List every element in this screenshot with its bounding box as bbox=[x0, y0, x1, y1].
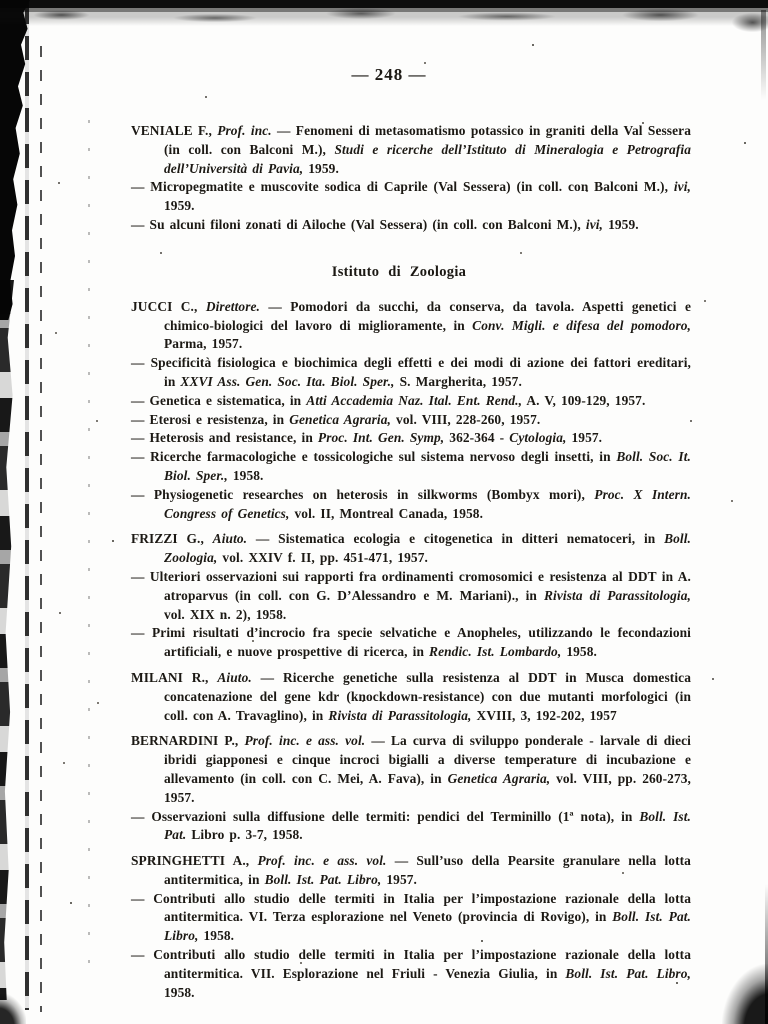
bibliography-entry bbox=[131, 448, 691, 486]
bibliography-entry bbox=[131, 852, 691, 890]
entry-segment: — Contributi allo studio delle termiti in Italia per l’impostazione razionale della lotta antitermitica. VII. Esplorazione nel Friuli - Venezia Giulia, in bbox=[131, 947, 691, 981]
entry-segment: 1957. bbox=[566, 430, 603, 446]
bibliography-sections bbox=[131, 122, 691, 1002]
entry-segment: 1959. bbox=[164, 198, 195, 214]
entry-segment-italic: XXVI Ass. Gen. Soc. Ita. Biol. Sper., bbox=[180, 373, 395, 389]
bibliography-entry bbox=[131, 624, 691, 662]
entry-segment: 362-364 - bbox=[444, 430, 510, 446]
entry-segment-italic: Atti Accademia Naz. Ital. Ent. Rend., bbox=[306, 392, 523, 408]
entry-segment: — Specificità fisiologica e biochimica degli effetti e dei modi di azione dei fattori ereditari, in bbox=[131, 355, 691, 389]
section-heading: Istituto di Zoologia bbox=[331, 263, 467, 280]
entry-segment-italic: Rendic. Ist. Lombardo, bbox=[429, 644, 562, 660]
bibliography-entry bbox=[131, 486, 691, 524]
entry-segment: 1958. bbox=[198, 928, 235, 944]
entry-segment: S. Margherita, 1957. bbox=[394, 373, 522, 389]
entry-segment-italic: Genetica Agraria, bbox=[447, 770, 551, 786]
entry-segment-italic: Prof. inc. bbox=[217, 123, 272, 138]
entry-segment: SPRINGHETTI A., bbox=[131, 853, 258, 869]
entry-segment-italic: Genetica Agraria, bbox=[289, 411, 391, 427]
entry-segment: vol. XIX n. 2), 1958. bbox=[164, 606, 287, 622]
bibliography-entry bbox=[131, 890, 691, 946]
entry-segment: — Physiogenetic researches on heterosis in silkworms (Bombyx mori), bbox=[131, 486, 595, 502]
entry-segment: 1959. bbox=[603, 216, 639, 232]
entry-segment: — Ulteriori osservazioni sui rapporti fra ordinamenti cromosomici e resistenza al DDT in A. atroparvus (in coll. con G. D’Alessandro e M. Mariani)., in bbox=[131, 568, 691, 603]
entry-segment: — Osservazioni sulla diffusione delle termiti: pendici del Terminillo (1ª nota), in bbox=[131, 808, 640, 824]
bibliography-entry bbox=[131, 530, 691, 568]
entry-segment-italic: ivi, bbox=[585, 216, 604, 232]
bibliography-entry bbox=[131, 178, 691, 216]
entry-segment: — Micropegmatite e muscovite sodica di Caprile (Val Sessera) (in coll. con Balconi M.), bbox=[131, 179, 674, 195]
binding-crease-line bbox=[25, 0, 29, 1010]
entry-segment-italic: ivi, bbox=[673, 179, 691, 195]
entry-segment: FRIZZI G., bbox=[131, 531, 213, 547]
entry-segment: — Eterosi e resistenza, in bbox=[131, 411, 290, 427]
entry-segment: VENIALE F., bbox=[131, 123, 218, 138]
entry-segment: vol. VIII, 228-260, 1957. bbox=[390, 411, 541, 427]
entry-segment: — Pomodori da succhi, da conserva, da tavola. Aspetti genetici e chimico-biologici del lavoro di miglioramente, in bbox=[164, 298, 691, 333]
entry-segment: JUCCI C., bbox=[131, 298, 206, 314]
entry-segment: Libro p. 3-7, 1958. bbox=[186, 827, 303, 843]
entry-segment: 1958. bbox=[164, 984, 195, 1000]
bibliography-entry bbox=[131, 122, 691, 178]
bibliography-section bbox=[131, 122, 691, 235]
bibliography-entry bbox=[131, 669, 691, 725]
entry-segment: A. V, 109-129, 1957. bbox=[522, 392, 646, 408]
bibliography-entry bbox=[131, 732, 691, 807]
entry-segment-italic: Rivista di Parassitologia, bbox=[544, 587, 691, 603]
entry-segment: vol. XXIV f. II, pp. 451-471, 1957. bbox=[217, 550, 428, 566]
binding-crease-line-2 bbox=[40, 46, 42, 1012]
entry-segment-italic: Boll. Ist. Pat. Libro, bbox=[164, 909, 692, 944]
entry-segment-italic: Boll. Soc. It. Biol. Sper., bbox=[164, 449, 691, 483]
bibliography-entry bbox=[131, 354, 691, 392]
entry-segment-italic: Boll. Zoologia, bbox=[164, 531, 692, 566]
author-entry-group bbox=[131, 530, 691, 662]
entry-segment: BERNARDINI P., bbox=[131, 733, 245, 749]
entry-segment: — La curva di sviluppo ponderale - larvale di dieci ibridi giapponesi e cinque incroci bigialli a diverse temperature di incubazione e allevamento (in coll. con C. Mei, A. Fava), in bbox=[164, 733, 691, 786]
page-number: — 248 — bbox=[351, 65, 427, 84]
bibliography-entry bbox=[131, 411, 691, 430]
entry-segment: — Sistematica ecologia e citogenetica in ditteri nematoceri, in bbox=[247, 531, 665, 547]
entry-segment-italic: Boll. Ist. Pat. bbox=[164, 808, 691, 843]
entry-segment: — Contributi allo studio delle termiti in Italia per l’impostazione razionale della lotta antitermitica. VI. Terza esplorazione nel Veneto (provincia di Rovigo), in bbox=[131, 890, 691, 925]
entry-segment-italic: Boll. Ist. Pat. Libro, bbox=[264, 871, 382, 887]
bibliography-entry bbox=[131, 392, 691, 411]
entry-segment: 1958. bbox=[561, 644, 597, 660]
author-entry-group bbox=[131, 852, 691, 1002]
entry-segment-italic: Rivista di Parassitologia, bbox=[328, 707, 472, 723]
bibliography-entry bbox=[131, 946, 691, 1002]
entry-segment-italic: Proc. Int. Gen. Symp, bbox=[317, 430, 445, 446]
scan-noise-top bbox=[0, 6, 768, 36]
entry-segment-italic: Prof. inc. e ass. vol. bbox=[244, 733, 366, 749]
entry-segment: XVIII, 3, 192-202, 1957 bbox=[471, 707, 617, 723]
bibliography-section bbox=[131, 263, 691, 1003]
entry-segment: — Ricerche farmacologiche e tossicologiche sul sistema nervoso degli insetti, in bbox=[131, 449, 617, 465]
entry-segment: 1958. bbox=[227, 467, 264, 483]
entry-segment: — Sull’uso della Pearsite granulare nella lotta antitermitica, in bbox=[164, 853, 691, 887]
author-entry-group bbox=[131, 122, 691, 235]
entry-segment: Parma, 1957. bbox=[164, 336, 243, 352]
bibliography-entry bbox=[131, 216, 691, 235]
author-entry-group bbox=[131, 298, 691, 524]
entry-segment: vol. VIII, pp. 260-273, 1957. bbox=[164, 770, 691, 805]
bibliography-entry bbox=[131, 568, 691, 624]
scan-corner-bottom-left bbox=[0, 994, 26, 1024]
entry-segment-italic: Proc. X Intern. Congress of Genetics, bbox=[164, 486, 691, 521]
scan-streak-top-right bbox=[761, 10, 766, 100]
bibliography-entry bbox=[131, 429, 691, 448]
entry-segment-italic: Prof. inc. e ass. vol. bbox=[257, 853, 387, 869]
author-entry-group bbox=[131, 732, 691, 845]
entry-segment: — Su alcuni filoni zonati di Ailoche (Val Sessera) (in coll. con Balconi M.), bbox=[131, 216, 586, 232]
entry-segment: — Ricerche genetiche sulla resistenza al DDT in Musca domestica concatenazione del gene kdr (knockdown-resistance) con due mutanti morfologici (in coll. con A. Travaglino), in bbox=[164, 669, 692, 723]
entry-segment: — Fenomeni di metasomatismo potassico in graniti della Val Sessera (in coll. con Balconi M.), bbox=[164, 123, 691, 157]
entry-segment-italic: Cytologia, bbox=[509, 430, 567, 446]
entry-segment: — Genetica e sistematica, in bbox=[131, 392, 307, 408]
entry-segment: 1959. bbox=[303, 160, 339, 176]
entry-segment-italic: Direttore. bbox=[205, 298, 260, 314]
entry-segment: vol. II, Montreal Canada, 1958. bbox=[289, 505, 484, 521]
entry-segment-italic: Conv. Migli. e difesa del pomodoro, bbox=[472, 317, 691, 333]
entry-segment-italic: Studi e ricerche dell’Istituto di Mineralogia e Petrografia dell’Università di Pavia, bbox=[164, 141, 691, 176]
bibliography-entry bbox=[131, 808, 691, 846]
binding-shadow-dots bbox=[88, 120, 90, 970]
entry-segment-italic: Boll. Ist. Pat. Libro, bbox=[565, 965, 691, 981]
entry-segment: 1957. bbox=[381, 871, 418, 887]
author-entry-group bbox=[131, 669, 691, 725]
bibliography-entry bbox=[131, 298, 691, 354]
entry-segment-italic: Aiuto. bbox=[212, 531, 248, 547]
entry-segment: — Heterosis and resistance, in bbox=[131, 430, 318, 446]
entry-segment: — Primi risultati d’incrocio fra specie selvatiche e Anopheles, utilizzando le fecondazioni artificiali, e nuove prospettive di ricerca, in bbox=[131, 625, 691, 660]
entry-segment: MILANI R., bbox=[131, 669, 218, 685]
entry-segment-italic: Aiuto. bbox=[217, 669, 252, 685]
scan-corner-bottom-right bbox=[722, 964, 768, 1024]
